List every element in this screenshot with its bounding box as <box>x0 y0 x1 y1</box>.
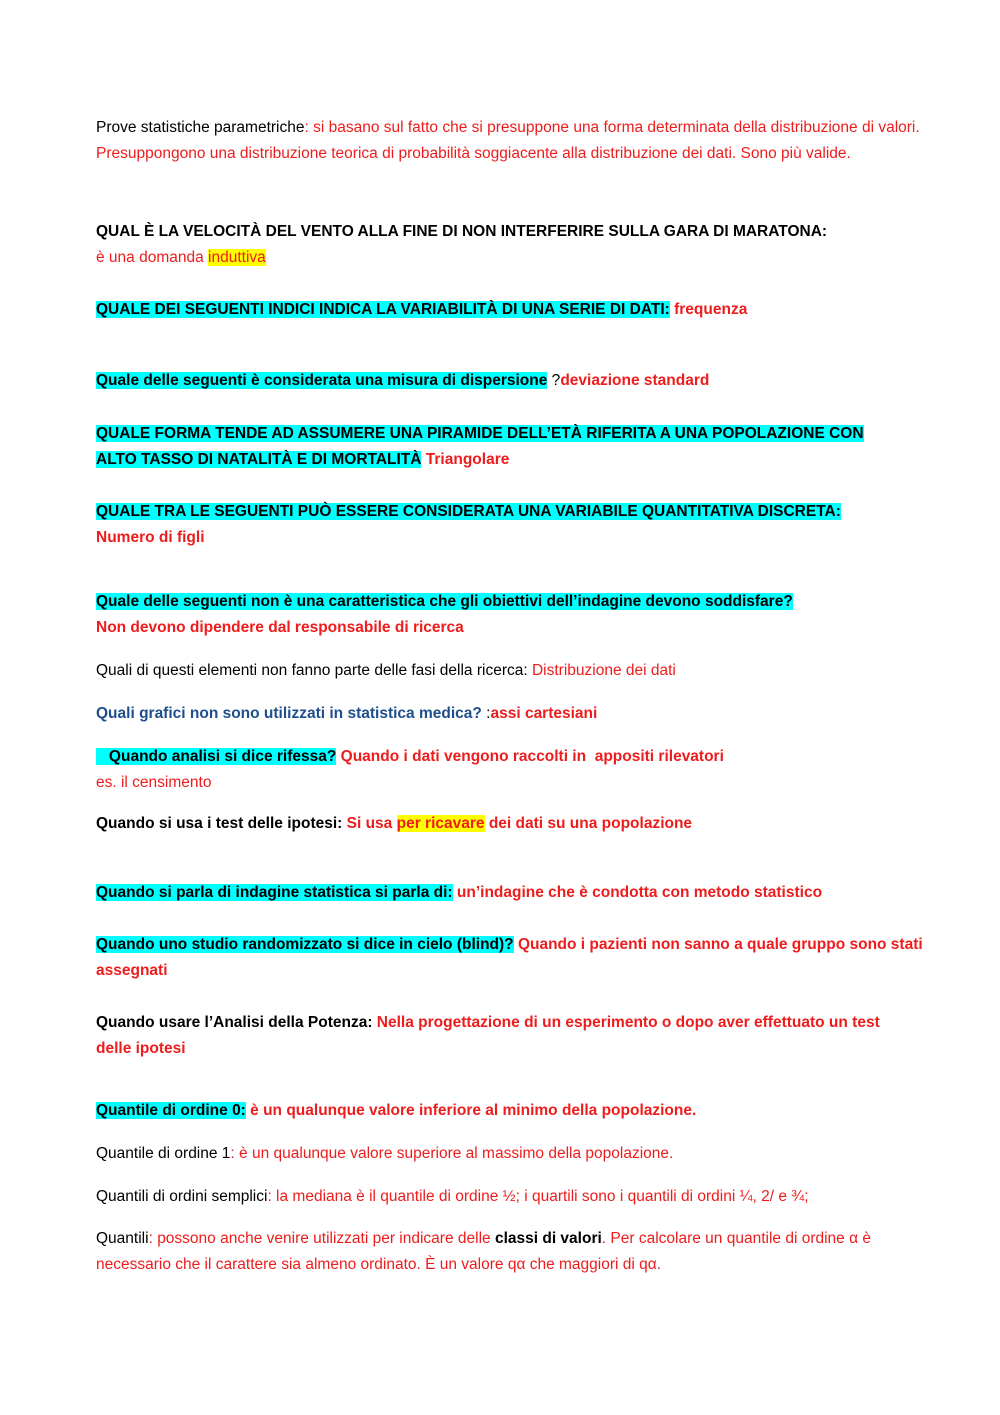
paragraph-graphs <box>96 701 926 727</box>
question-text: Quando uno studio randomizzato si dice in cielo (blind)? <box>96 936 514 953</box>
answer-text: possono anche venire utilizzati per indicare delle <box>157 1230 495 1247</box>
question-text: QUALE TRA LE SEGUENTI PUÒ ESSERE CONSIDERATA UNA VARIABILE QUANTITATIVA DISCRETA: <box>96 503 841 520</box>
question-text: Quando si usa i test delle ipotesi: <box>96 815 343 832</box>
separator-text: : <box>486 705 491 722</box>
separator-text: : <box>148 1230 158 1247</box>
question-text: Quando analisi si dice rifessa? <box>96 748 337 765</box>
question-text: Quando si parla di indagine statistica si parla di: <box>96 884 453 901</box>
answer-text: : si basano sul fatto che si presuppone una forma determinata della distribuzione di valori. Presuppongono una distribuzione teorica di probabilità soggiacente alla distribuzione dei dati. Sono più valide. <box>96 119 920 162</box>
paragraph-parametric-tests <box>96 115 926 167</box>
answer-text: Nella progettazione di un esperimento o dopo aver effettuato un test delle ipotesi <box>96 1014 880 1057</box>
question-text: Quali grafici non sono utilizzati in statistica medica? <box>96 705 487 722</box>
paragraph-simple-quantiles <box>96 1184 926 1210</box>
answer-text: è un qualunque valore inferiore al minimo della popolazione. <box>245 1102 697 1119</box>
question-text: QUAL È LA VELOCITÀ DEL VENTO ALLA FINE DI NON INTERFERIRE SULLA GARA DI MARATONA: <box>96 223 828 240</box>
separator-text: ? <box>547 372 561 389</box>
answer-text: deviazione standard <box>560 372 710 389</box>
answer-text-end: . Per calcolare un quantile di ordine α è necessario che il carattere sia almeno ordinato. È un valore qα che maggiori di qα. <box>96 1230 871 1273</box>
answer-text: Distribuzione dei dati <box>531 662 676 679</box>
paragraph-statistical-survey <box>96 880 926 906</box>
question-text: Quantile di ordine 1 <box>96 1145 231 1162</box>
paragraph-discrete-variable <box>96 499 926 551</box>
answer-text-end: dei dati su una popolazione <box>484 815 693 832</box>
paragraph-hypothesis-test <box>96 811 926 837</box>
answer-text: è una domanda <box>96 249 209 266</box>
answer-text: Numero di figli <box>96 529 205 546</box>
paragraph-wind-speed <box>96 219 926 271</box>
answer-text: frequenza <box>669 301 748 318</box>
paragraph-age-pyramid <box>96 421 871 473</box>
answer-text: Quando i dati vengono raccolti in appositi rilevatori <box>336 748 724 765</box>
answer-text: : la mediana è il quantile di ordine ½; i quartili sono i quantili di ordini ¼, 2/ e ¾; <box>267 1188 809 1205</box>
answer-highlight: per ricavare <box>396 815 485 832</box>
question-text: Quale delle seguenti è considerata una misura di dispersione <box>96 372 548 389</box>
answer-highlight: induttiva <box>208 249 266 266</box>
question-text: QUALE DEI SEGUENTI INDICI INDICA LA VARIABILITÀ DI UNA SERIE DI DATI: <box>96 301 670 318</box>
answer-example: es. il censimento <box>96 774 212 791</box>
question-text: Quantile di ordine 0: <box>96 1102 246 1119</box>
answer-text: un’indagine che è condotta con metodo statistico <box>452 884 823 901</box>
paragraph-quantiles <box>96 1226 926 1278</box>
answer-text: Non devono dipendere dal responsabile di ricerca <box>96 619 464 636</box>
paragraph-research-phases <box>96 658 926 684</box>
paragraph-dispersion-measure <box>96 368 926 394</box>
answer-bold: classi di valori <box>494 1230 602 1247</box>
question-text: Quantili <box>96 1230 149 1247</box>
question-text: QUALE FORMA TENDE AD ASSUMERE UNA PIRAMIDE DELL’ETÀ RIFERITA A UNA POPOLAZIONE CON ALTO TASSO DI NATALITÀ E DI MORTALITÀ <box>96 425 864 468</box>
answer-text: Triangolare <box>421 451 510 468</box>
question-text: Quantili di ordini semplici <box>96 1188 268 1205</box>
paragraph-variability-index <box>96 297 926 323</box>
question-text: Prove statistiche parametriche <box>96 119 305 136</box>
answer-text: Quando i pazienti non sanno a quale gruppo sono stati assegnati <box>96 936 923 979</box>
paragraph-blind-study <box>96 932 926 984</box>
answer-text: assi cartesiani <box>490 705 598 722</box>
paragraph-reflected-analysis <box>96 744 926 796</box>
question-text: Quale delle seguenti non è una caratteristica che gli obiettivi dell’indagine devono soddisfare? <box>96 593 793 610</box>
answer-text: : è un qualunque valore superiore al massimo della popolazione. <box>230 1145 674 1162</box>
question-text: Quali di questi elementi non fanno parte delle fasi della ricerca: <box>96 662 532 679</box>
paragraph-quantile-1 <box>96 1141 926 1167</box>
answer-text: Si usa <box>342 815 397 832</box>
paragraph-quantile-0 <box>96 1098 926 1124</box>
paragraph-power-analysis <box>96 1010 896 1062</box>
question-text: Quando usare l’Analisi della Potenza: <box>96 1014 373 1031</box>
paragraph-survey-objectives <box>96 589 926 641</box>
